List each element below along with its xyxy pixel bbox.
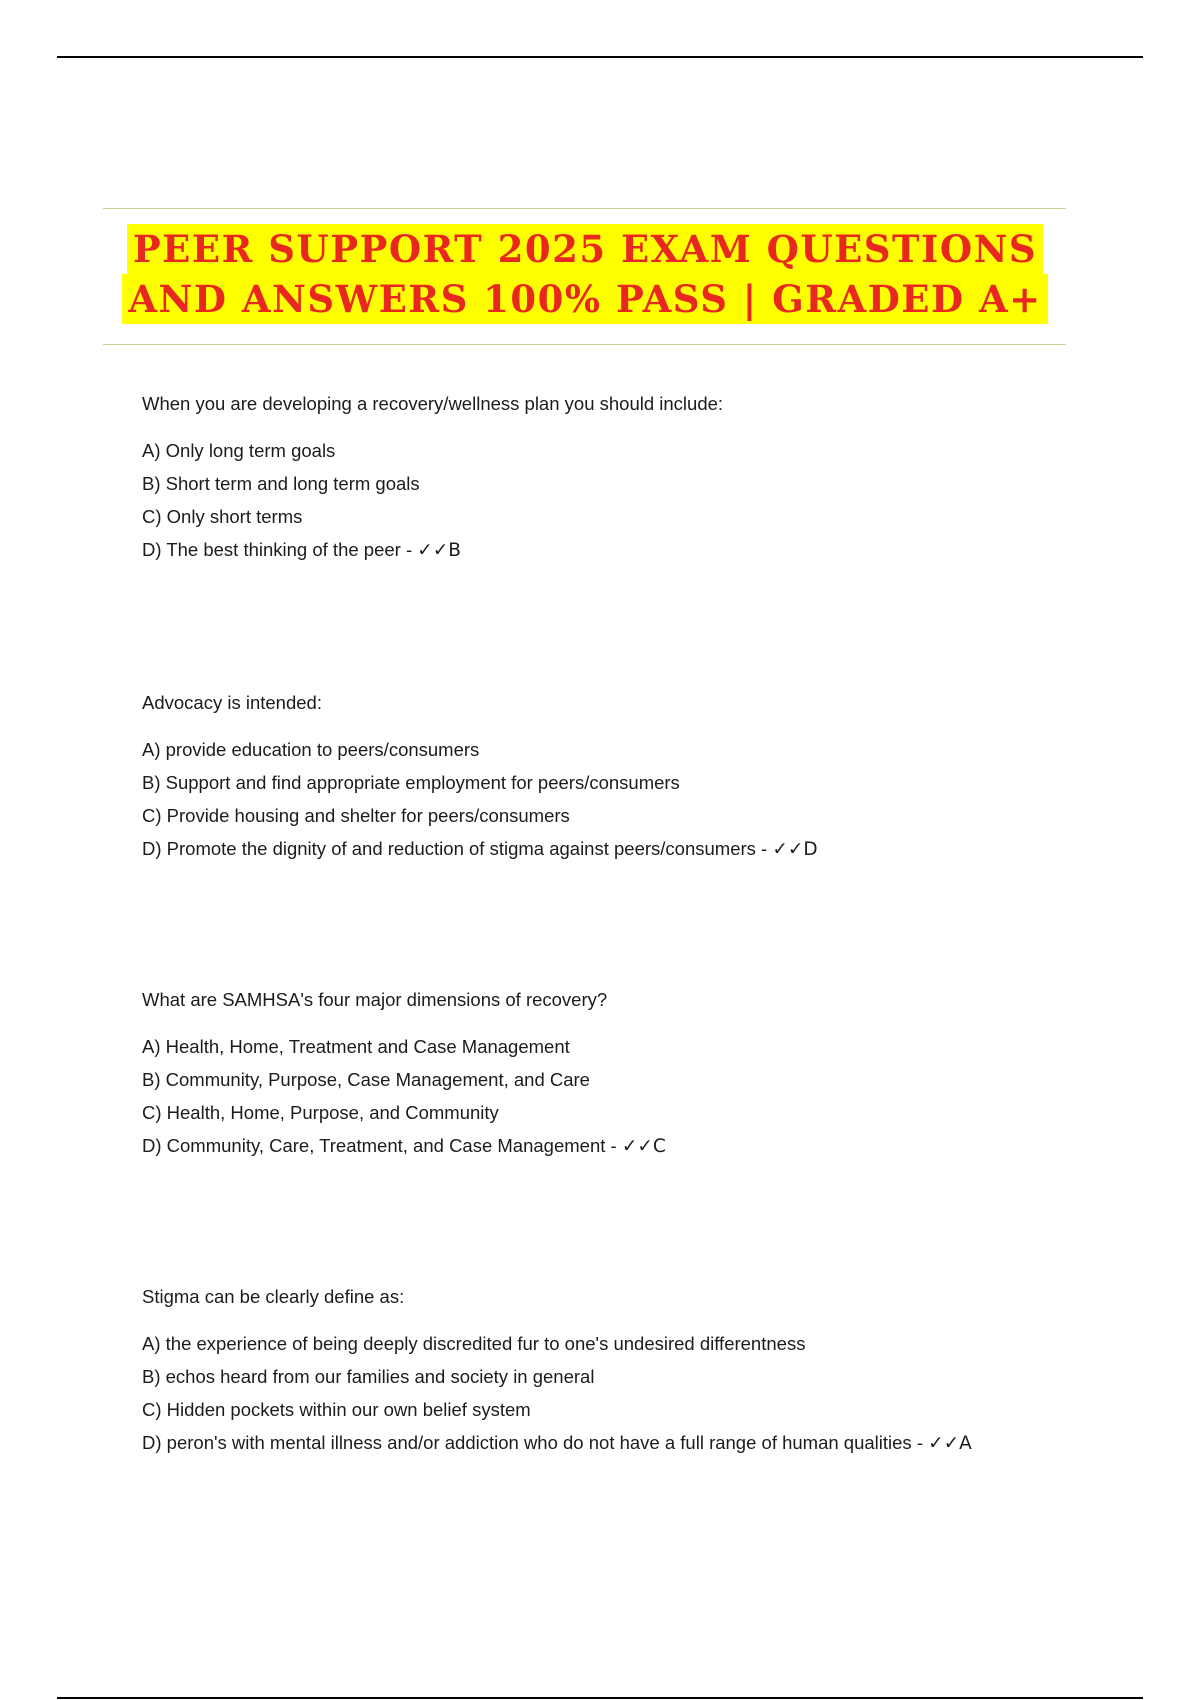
title-line-2: AND ANSWERS 100% PASS | GRADED A+	[122, 274, 1047, 324]
title-bottom-rule	[103, 344, 1066, 345]
option-d	[142, 832, 1102, 866]
title-top-rule	[103, 208, 1066, 209]
header-rule	[57, 56, 1143, 58]
option-b: B) echos heard from our families and society in general	[142, 1366, 595, 1387]
option-d-text: D) Community, Care, Treatment, and Case Management -	[142, 1135, 622, 1156]
option-d-text: D) peron's with mental illness and/or addiction who do not have a full range of human qualities -	[142, 1432, 929, 1453]
option-c: C) Health, Home, Purpose, and Community	[142, 1102, 499, 1123]
option-c: C) Hidden pockets within our own belief system	[142, 1399, 531, 1420]
option-a: A) the experience of being deeply discredited fur to one's undesired differentness	[142, 1333, 806, 1354]
answer-key: ✓✓A	[928, 1433, 972, 1454]
answer-key: ✓✓C	[621, 1136, 666, 1157]
option-c: C) Only short terms	[142, 506, 303, 527]
option-d-text: D) Promote the dignity of and reduction of stigma against peers/consumers -	[142, 838, 773, 859]
question-prompt: When you are developing a recovery/wellness plan you should include:	[142, 393, 724, 414]
option-c: C) Provide housing and shelter for peers/consumers	[142, 805, 570, 826]
answer-key: ✓✓B	[417, 540, 461, 561]
option-b: B) Short term and long term goals	[142, 473, 420, 494]
option-a: A) Health, Home, Treatment and Case Management	[142, 1036, 570, 1057]
option-b: B) Support and find appropriate employment for peers/consumers	[142, 772, 680, 793]
option-a: A) provide education to peers/consumers	[142, 739, 480, 760]
question-prompt: Stigma can be clearly define as:	[142, 1286, 405, 1307]
document-title	[0, 224, 1170, 324]
question-prompt: Advocacy is intended:	[142, 692, 322, 713]
footer-rule	[57, 1697, 1143, 1699]
option-d	[142, 1129, 1102, 1163]
option-b: B) Community, Purpose, Case Management, and Care	[142, 1069, 590, 1090]
question-prompt: What are SAMHSA's four major dimensions of recovery?	[142, 989, 608, 1010]
question-block	[142, 1285, 1102, 1460]
option-d-text: D) The best thinking of the peer -	[142, 539, 418, 560]
question-block	[142, 988, 1102, 1163]
option-d	[142, 1426, 1102, 1460]
answer-key: ✓✓D	[772, 839, 818, 860]
title-line-1: PEER SUPPORT 2025 EXAM QUESTIONS	[127, 224, 1043, 274]
question-block	[142, 691, 1102, 866]
question-block	[142, 392, 1102, 567]
option-d	[142, 533, 1102, 567]
option-a: A) Only long term goals	[142, 440, 336, 461]
